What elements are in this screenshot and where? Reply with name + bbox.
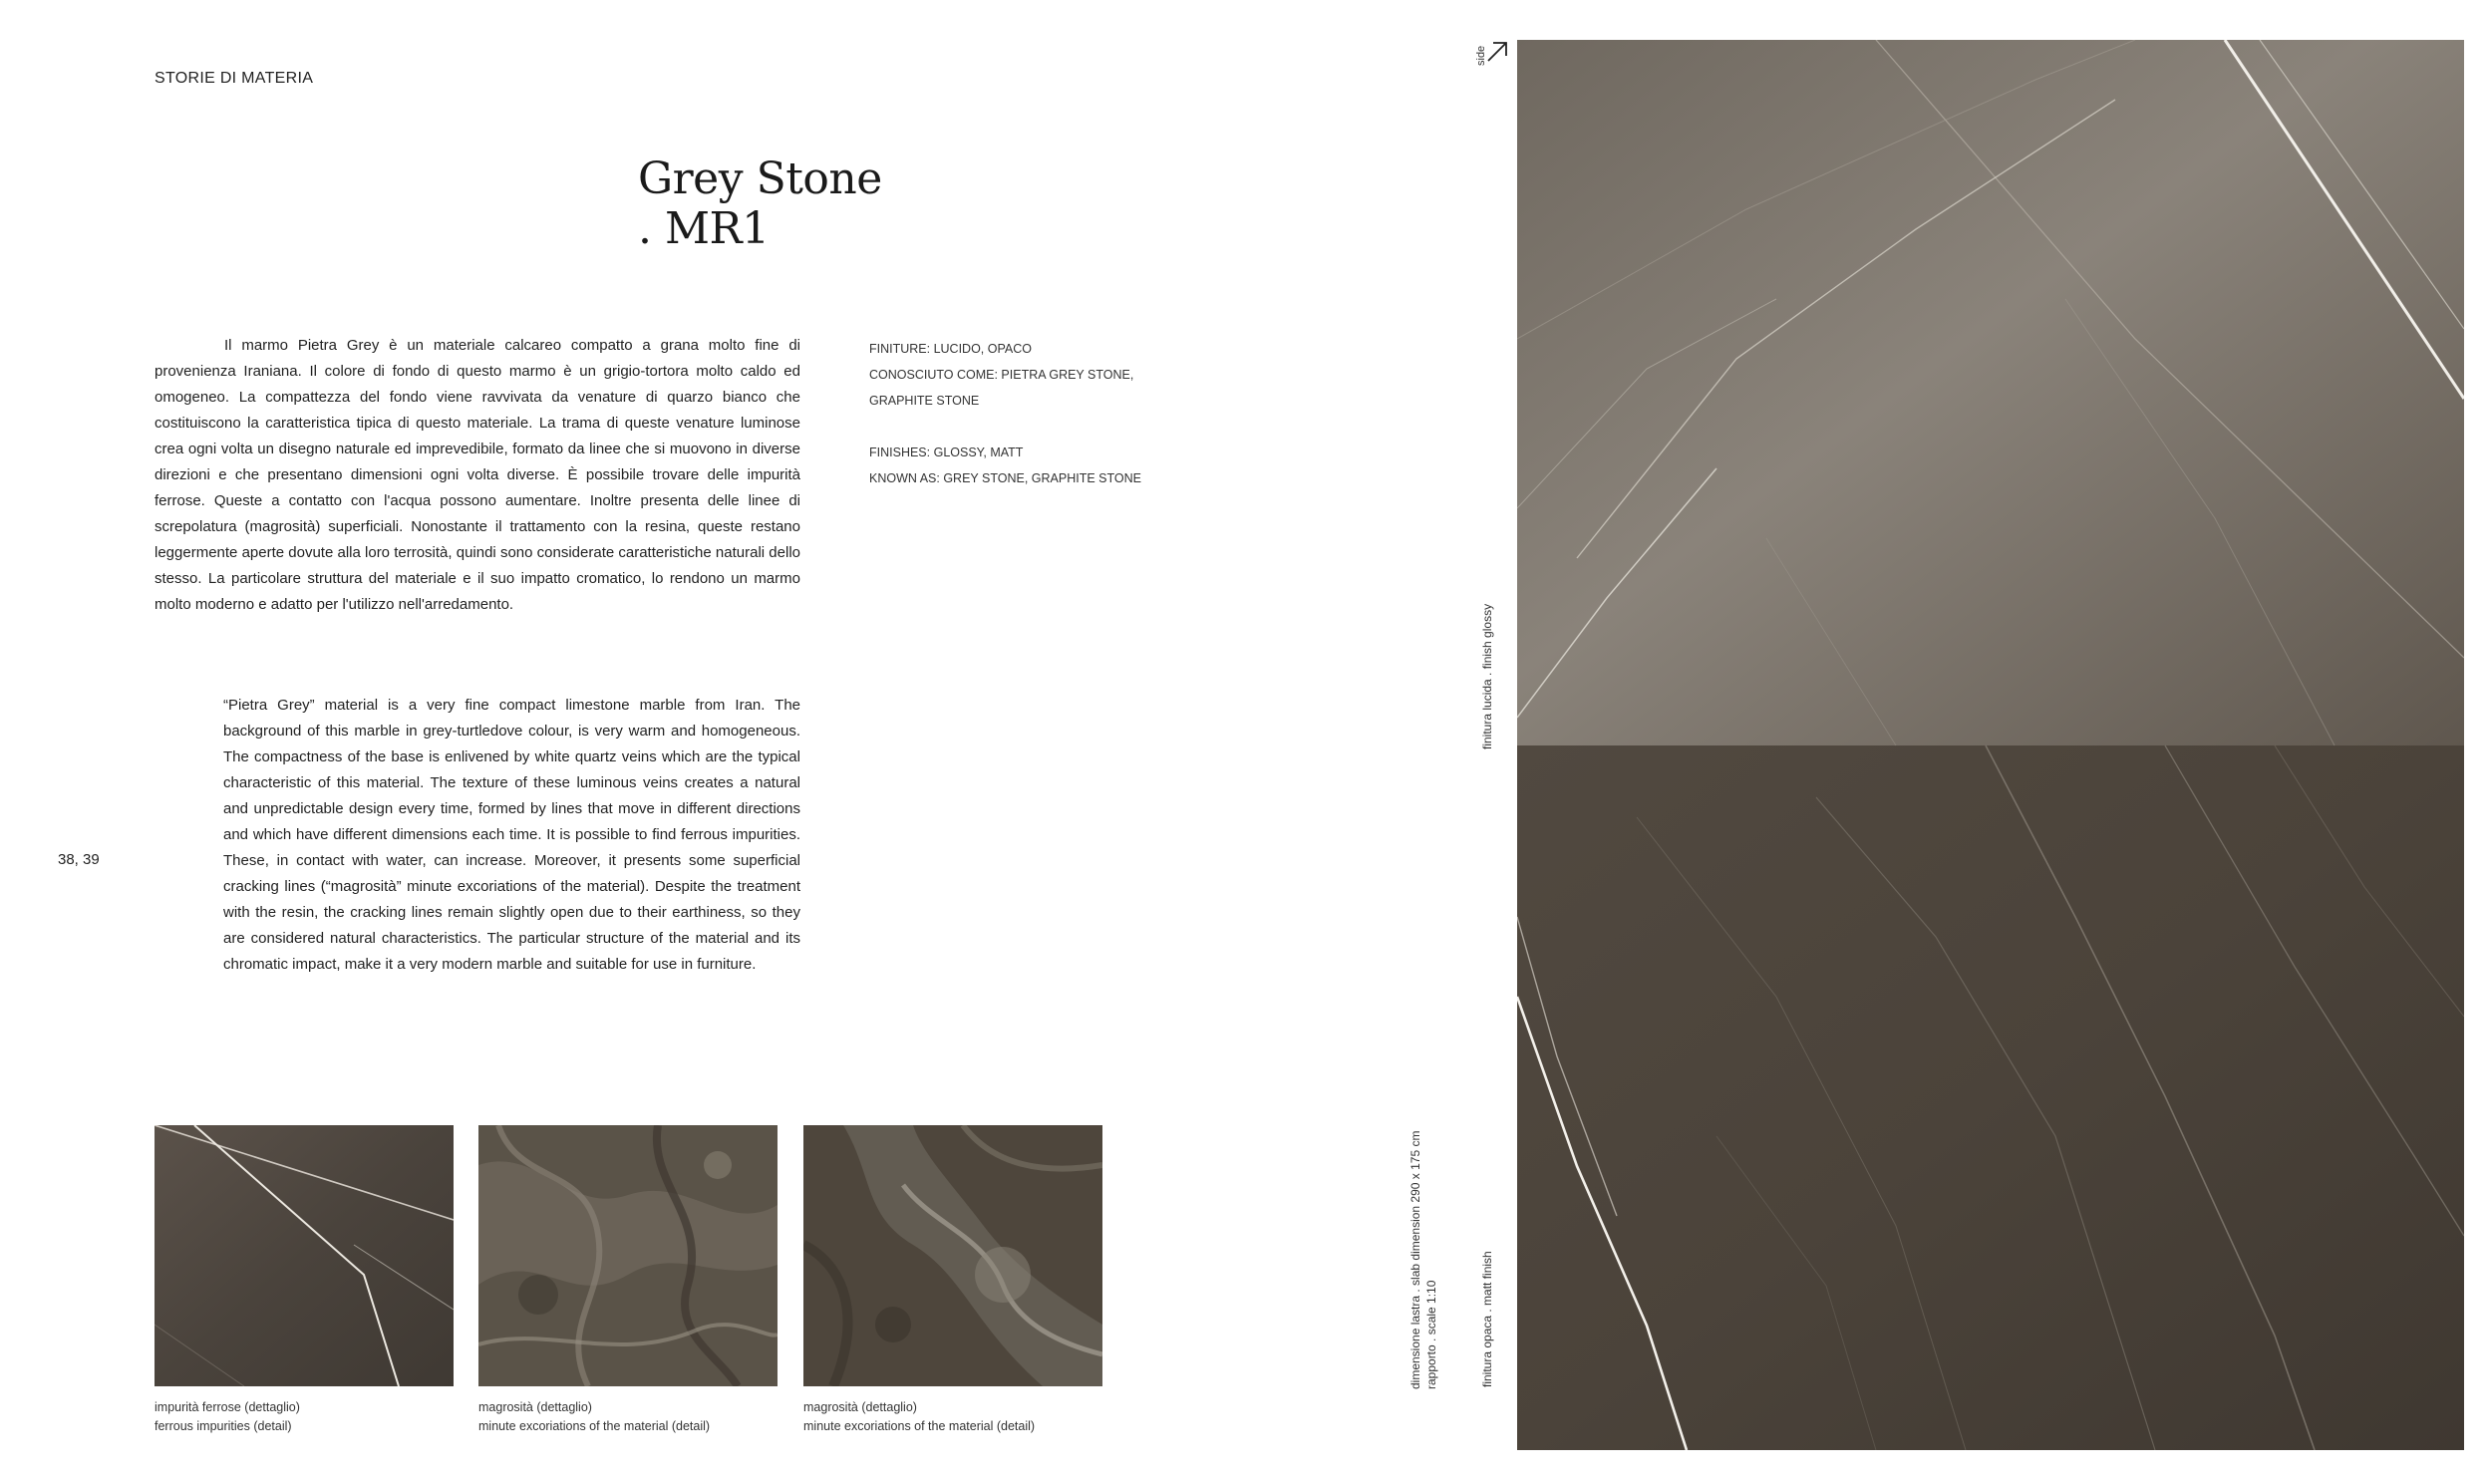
spec-known-as-it: CONOSCIUTO COME: PIETRA GREY STONE, xyxy=(869,368,1134,382)
arrow-up-right-icon xyxy=(1485,40,1509,69)
title-line-2: . MR1 xyxy=(638,203,770,254)
description-italian: Il marmo Pietra Grey è un materiale calcareo compatto a grana molto fine di provenienza Iraniana. Il colore di fondo di questo marmo è un grigio-tortora molto caldo ed omogeneo. La compattezza del fondo viene ravvivata da venature di quarzo bianco che costituiscono la caratteristica tipica di questo materiale. La trama di queste venature luminose crea ogni volta un disegno naturale ed imprevedibile, formato da linee che si muovono in diverse direzioni e che presentano dimensioni ogni volta diverse. È possibile trovare delle impurità ferrose. Queste a contatto con l'acqua possono aumentare. Inoltre presenta delle linee di screpolatura (magrosità) superficiali. Nonostante il trattamento con la resina, queste restano leggermente aperte dovute alla loro terrosità, quindi sono considerate caratteristiche naturali dello stesso. La particolare struttura del materiale e il suo impatto cromatico, lo rendono un marmo molto moderno e adatto per l'utilizzo nell'arredamento. xyxy=(155,337,800,613)
spec-known-as-it-cont: GRAPHITE STONE xyxy=(869,394,980,408)
caption-en: ferrous impurities (detail) xyxy=(155,1419,292,1433)
spec-known-as-en: KNOWN AS: GREY STONE, GRAPHITE STONE xyxy=(869,471,1141,485)
slab-image xyxy=(1517,40,2464,1450)
page-title xyxy=(638,154,882,254)
spec-finishes-en: FINISHES: GLOSSY, MATT xyxy=(869,445,1024,459)
caption-en: minute excoriations of the material (detail) xyxy=(478,1419,711,1433)
thumbnail-caption-1 xyxy=(155,1398,300,1436)
caption-it: magrosità (dettaglio) xyxy=(803,1400,917,1414)
glossy-finish-label: finitura lucida . finish glossy xyxy=(1480,603,1494,749)
caption-it: impurità ferrose (dettaglio) xyxy=(155,1400,300,1414)
slab-scale-text: rapporto . scale 1:10 xyxy=(1424,1280,1438,1389)
side-label: side xyxy=(1475,45,1487,66)
matt-finish-label: finitura opaca . matt finish xyxy=(1480,1251,1494,1387)
material-specs xyxy=(869,336,1141,491)
thumbnail-excoriations-1 xyxy=(478,1125,778,1386)
slab-dimension-text: dimensione lastra . slab dimension 290 x 175 cm xyxy=(1408,1130,1422,1389)
slab-dimension-label xyxy=(1407,1131,1439,1389)
glossy-finish-swatch xyxy=(1517,40,2464,745)
section-label: STORIE DI MATERIA xyxy=(155,70,314,87)
caption-it: magrosità (dettaglio) xyxy=(478,1400,592,1414)
title-line-1: Grey Stone xyxy=(638,153,882,204)
thumbnail-ferrous-impurities xyxy=(155,1125,454,1386)
spec-finishes-it: FINITURE: LUCIDO, OPACO xyxy=(869,342,1032,356)
thumbnail-caption-3 xyxy=(803,1398,1035,1436)
thumbnail-excoriations-2 xyxy=(803,1125,1102,1386)
page-number: 38, 39 xyxy=(58,851,100,868)
description-english: “Pietra Grey” material is a very fine compact limestone marble from Iran. The background of this marble in grey-turtledove colour, is very warm and homogeneous. The compactness of the base is enlivened by white quartz veins which are the typical characteristic of this material. The texture of these luminous veins creates a natural and unpredictable design every time, formed by lines that move in different directions and which have different dimensions each time. It is possible to find ferrous impurities. These, in contact with water, can increase. Moreover, it presents some superficial cracking lines (“magrosità” minute excoriations of the material). Despite the treatment with the resin, the cracking lines remain slightly open due to their earthiness, so they are considered natural characteristics. The particular structure of the material and its chromatic impact, make it a very modern marble and suitable for use in furniture. xyxy=(223,697,800,973)
caption-en: minute excoriations of the material (detail) xyxy=(803,1419,1036,1433)
thumbnail-caption-2 xyxy=(478,1398,710,1436)
matt-finish-swatch xyxy=(1517,745,2464,1450)
